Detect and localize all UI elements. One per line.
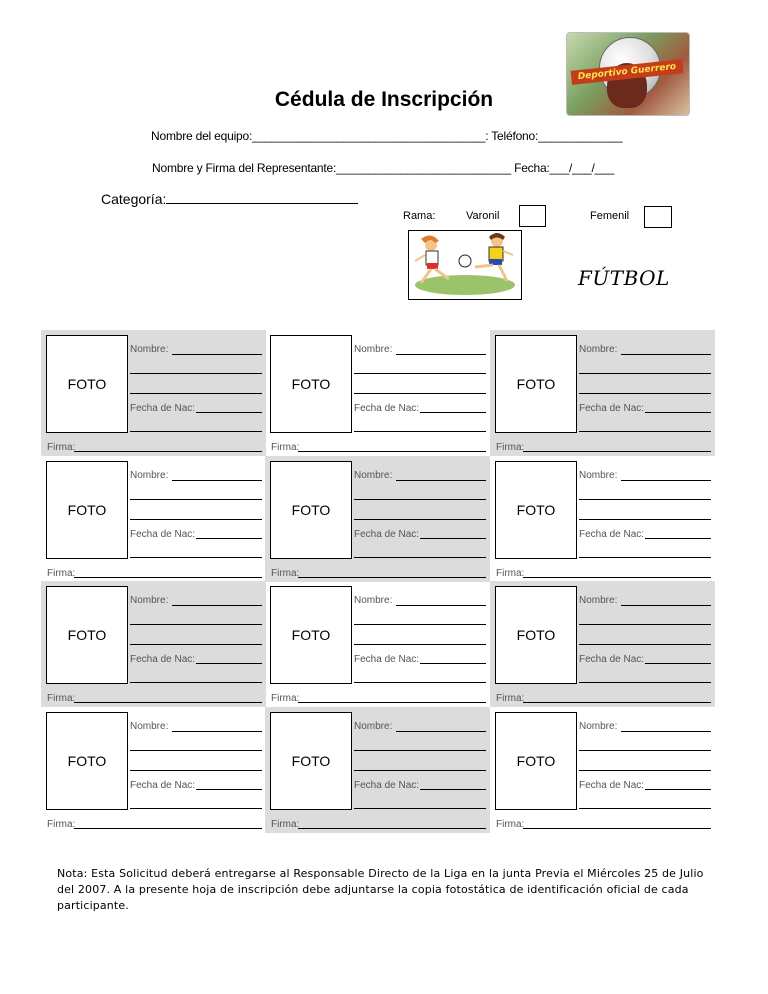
- extra-line[interactable]: [130, 682, 262, 683]
- player-card: [490, 581, 715, 707]
- player-card: [490, 707, 715, 833]
- player-card: [490, 456, 715, 582]
- category-field[interactable]: [101, 191, 358, 207]
- soccer-players-clipart: [408, 230, 522, 300]
- signature-label: Firma:: [271, 693, 300, 704]
- signature-label: Firma:: [47, 442, 76, 453]
- signature-line[interactable]: [523, 702, 711, 703]
- name-label: Nombre:: [354, 721, 393, 732]
- photo-box[interactable]: FOTO: [495, 712, 577, 810]
- birthdate-line[interactable]: [196, 789, 262, 790]
- photo-box[interactable]: FOTO: [495, 461, 577, 559]
- player-card: [41, 330, 266, 456]
- extra-line[interactable]: [130, 808, 262, 809]
- birthdate-line[interactable]: [420, 663, 486, 664]
- category-label: Categoría:: [101, 191, 167, 207]
- signature-label: Firma:: [271, 442, 300, 453]
- signature-line[interactable]: [298, 828, 486, 829]
- name-line[interactable]: [396, 731, 486, 732]
- name-line-3[interactable]: [130, 770, 262, 771]
- signature-label: Firma:: [47, 568, 76, 579]
- extra-line[interactable]: [354, 431, 486, 432]
- name-label: Nombre:: [579, 721, 618, 732]
- name-label: Nombre:: [354, 470, 393, 481]
- extra-line[interactable]: [354, 808, 486, 809]
- birthdate-line[interactable]: [420, 412, 486, 413]
- name-line-2[interactable]: [354, 499, 486, 500]
- representative-date-line[interactable]: Nombre y Firma del Representante:___________________________ Fecha:___/___/___: [152, 161, 615, 175]
- name-line-3[interactable]: [579, 770, 711, 771]
- footer-note: Nota: Esta Solicitud deberá entregarse al Responsable Directo de la Liga en la junta Previa el Miércoles 25 de Julio del 2007. A la presente hoja de inscripción debe adjuntarse la copia fotostática de identificación oficial de cada participante.: [57, 867, 704, 912]
- name-label: Nombre:: [579, 470, 618, 481]
- signature-label: Firma:: [271, 819, 300, 830]
- photo-box[interactable]: FOTO: [495, 335, 577, 433]
- signature-line[interactable]: [298, 577, 486, 578]
- soccer-players-icon: [409, 231, 521, 299]
- photo-box[interactable]: FOTO: [46, 335, 128, 433]
- name-label: Nombre:: [130, 470, 169, 481]
- photo-box[interactable]: FOTO: [495, 586, 577, 684]
- name-line[interactable]: [172, 731, 262, 732]
- name-line[interactable]: [396, 354, 486, 355]
- name-label: Nombre:: [130, 344, 169, 355]
- name-line-2[interactable]: [354, 624, 486, 625]
- name-line[interactable]: [621, 480, 711, 481]
- name-line-2[interactable]: [130, 499, 262, 500]
- name-line-3[interactable]: [354, 770, 486, 771]
- name-line[interactable]: [621, 354, 711, 355]
- player-card: [41, 581, 266, 707]
- player-card: [265, 707, 490, 833]
- birthdate-label: Fecha de Nac:: [130, 780, 196, 791]
- birthdate-label: Fecha de Nac:: [579, 403, 645, 414]
- male-checkbox[interactable]: [519, 205, 546, 227]
- photo-box[interactable]: FOTO: [270, 335, 352, 433]
- birthdate-line[interactable]: [645, 538, 711, 539]
- name-line[interactable]: [396, 480, 486, 481]
- name-line-2[interactable]: [579, 499, 711, 500]
- birthdate-label: Fecha de Nac:: [354, 654, 420, 665]
- name-line-3[interactable]: [354, 393, 486, 394]
- name-line-2[interactable]: [579, 624, 711, 625]
- signature-line[interactable]: [74, 577, 262, 578]
- signature-label: Firma:: [47, 693, 76, 704]
- signature-line[interactable]: [523, 828, 711, 829]
- birthdate-label: Fecha de Nac:: [579, 780, 645, 791]
- extra-line[interactable]: [354, 557, 486, 558]
- player-card: [265, 581, 490, 707]
- page-title: Cédula de Inscripción: [274, 88, 494, 111]
- signature-label: Firma:: [496, 568, 525, 579]
- female-checkbox[interactable]: [644, 206, 672, 228]
- extra-line[interactable]: [579, 682, 711, 683]
- logo-text: Deportivo Guerrero: [571, 59, 684, 85]
- name-line-2[interactable]: [354, 373, 486, 374]
- name-line[interactable]: [621, 605, 711, 606]
- extra-line[interactable]: [354, 682, 486, 683]
- name-line-3[interactable]: [130, 519, 262, 520]
- signature-line[interactable]: [523, 451, 711, 452]
- signature-label: Firma:: [496, 442, 525, 453]
- name-line-2[interactable]: [130, 624, 262, 625]
- signature-label: Firma:: [496, 693, 525, 704]
- birthdate-label: Fecha de Nac:: [130, 403, 196, 414]
- extra-line[interactable]: [130, 557, 262, 558]
- birthdate-label: Fecha de Nac:: [354, 403, 420, 414]
- photo-box[interactable]: FOTO: [270, 712, 352, 810]
- photo-box[interactable]: FOTO: [46, 461, 128, 559]
- signature-line[interactable]: [74, 828, 262, 829]
- signature-line[interactable]: [523, 577, 711, 578]
- signature-line[interactable]: [298, 702, 486, 703]
- photo-box[interactable]: FOTO: [46, 586, 128, 684]
- photo-box[interactable]: FOTO: [270, 461, 352, 559]
- name-label: Nombre:: [130, 595, 169, 606]
- birthdate-line[interactable]: [196, 412, 262, 413]
- signature-label: Firma:: [271, 568, 300, 579]
- birthdate-line[interactable]: [196, 663, 262, 664]
- birthdate-line[interactable]: [645, 412, 711, 413]
- name-label: Nombre:: [354, 344, 393, 355]
- name-line-3[interactable]: [130, 393, 262, 394]
- birthdate-label: Fecha de Nac:: [579, 654, 645, 665]
- player-card: [41, 707, 266, 833]
- signature-line[interactable]: [298, 451, 486, 452]
- name-line[interactable]: [396, 605, 486, 606]
- name-label: Nombre:: [130, 721, 169, 732]
- player-card: [490, 330, 715, 456]
- extra-line[interactable]: [579, 557, 711, 558]
- birthdate-line[interactable]: [196, 538, 262, 539]
- name-line[interactable]: [172, 605, 262, 606]
- name-line-3[interactable]: [579, 393, 711, 394]
- birthdate-label: Fecha de Nac:: [130, 654, 196, 665]
- player-card: [41, 456, 266, 582]
- birthdate-label: Fecha de Nac:: [354, 780, 420, 791]
- name-label: Nombre:: [579, 344, 618, 355]
- birthdate-label: Fecha de Nac:: [354, 529, 420, 540]
- signature-line[interactable]: [74, 451, 262, 452]
- name-line-2[interactable]: [130, 373, 262, 374]
- name-line-3[interactable]: [354, 519, 486, 520]
- name-label: Nombre:: [579, 595, 618, 606]
- photo-box[interactable]: FOTO: [270, 586, 352, 684]
- birthdate-line[interactable]: [420, 789, 486, 790]
- name-line-3[interactable]: [130, 644, 262, 645]
- female-label: Femenil: [590, 210, 630, 222]
- name-line-2[interactable]: [579, 373, 711, 374]
- player-card: [265, 330, 490, 456]
- player-card: [265, 456, 490, 582]
- extra-line[interactable]: [579, 808, 711, 809]
- name-line-3[interactable]: [354, 644, 486, 645]
- category-blank[interactable]: [166, 191, 358, 204]
- name-line-2[interactable]: [579, 750, 711, 751]
- photo-box[interactable]: FOTO: [46, 712, 128, 810]
- male-label: Varonil: [466, 210, 500, 222]
- signature-label: Firma:: [47, 819, 76, 830]
- name-line[interactable]: [172, 354, 262, 355]
- branch-label: Rama:: [403, 210, 436, 222]
- name-line-3[interactable]: [579, 644, 711, 645]
- birthdate-line[interactable]: [645, 663, 711, 664]
- birthdate-line[interactable]: [420, 538, 486, 539]
- extra-line[interactable]: [579, 431, 711, 432]
- name-line-3[interactable]: [579, 519, 711, 520]
- birthdate-line[interactable]: [645, 789, 711, 790]
- name-line[interactable]: [172, 480, 262, 481]
- name-line[interactable]: [621, 731, 711, 732]
- name-line-2[interactable]: [354, 750, 486, 751]
- extra-line[interactable]: [130, 431, 262, 432]
- name-line-2[interactable]: [130, 750, 262, 751]
- birthdate-label: Fecha de Nac:: [579, 529, 645, 540]
- signature-line[interactable]: [74, 702, 262, 703]
- name-label: Nombre:: [354, 595, 393, 606]
- sport-label: FÚTBOL: [578, 266, 670, 290]
- signature-label: Firma:: [496, 819, 525, 830]
- birthdate-label: Fecha de Nac:: [130, 529, 196, 540]
- team-name-phone-line[interactable]: Nombre del equipo:____________________________________: Teléfono:_____________: [151, 129, 623, 143]
